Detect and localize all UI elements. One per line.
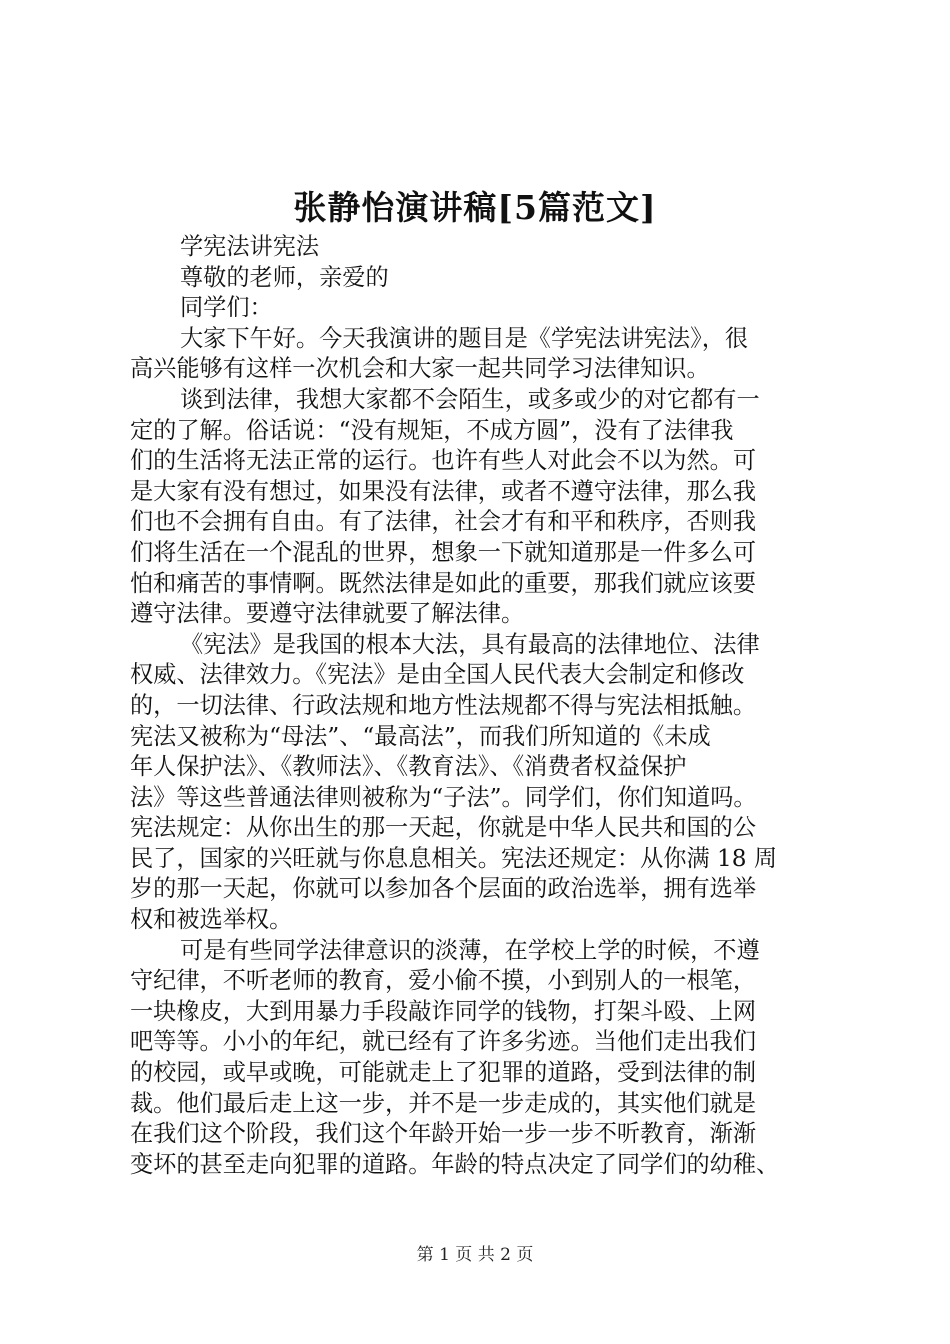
text-line: 民了，国家的兴旺就与你息息相关。宪法还规定：从你满 18 周 xyxy=(130,844,778,872)
text-line: 岁的那一天起，你就可以参加各个层面的政治选举，拥有选举 xyxy=(130,875,757,903)
text-line: 权威、法律效力。《宪法》是由全国人民代表大会制定和修改 xyxy=(130,661,745,689)
text-line: 宪法又被称为“母法”、“最高法”，而我们所知道的《未成 xyxy=(130,722,711,750)
document-body xyxy=(130,232,842,1180)
document-title: 张静怡演讲稿[5篇范文] xyxy=(293,188,657,227)
text-line: 怕和痛苦的事情啊。既然法律是如此的重要，那我们就应该要 xyxy=(130,569,757,597)
text-line: 的，一切法律、行政法规和地方性法规都不得与宪法相抵触。 xyxy=(130,691,757,719)
text-line: 们将生活在一个混乱的世界，想象一下就知道那是一件多么可 xyxy=(130,538,757,566)
text-line: 权和被选举权。 xyxy=(130,906,293,934)
text-line: 变坏的甚至走向犯罪的道路。年龄的特点决定了同学们的幼稚、 xyxy=(130,1150,780,1178)
text-line: 宪法规定：从你出生的那一天起，你就是中华人民共和国的公 xyxy=(130,814,757,842)
text-line: 《宪法》是我国的根本大法，具有最高的法律地位、法律 xyxy=(180,630,760,658)
text-line: 大家下午好。今天我演讲的题目是《学宪法讲宪法》，很 xyxy=(180,324,749,352)
text-line: 谈到法律，我想大家都不会陌生，或多或少的对它都有一 xyxy=(180,385,760,413)
page-footer: 第 1 页 共 2 页 xyxy=(416,1245,534,1265)
text-line: 同学们： xyxy=(180,294,273,322)
text-line: 在我们这个阶段，我们这个年龄开始一步一步不听教育，渐渐 xyxy=(130,1120,757,1148)
text-line: 守纪律，不听老师的教育，爱小偷不摸，小到别人的一根笔， xyxy=(130,967,757,995)
text-line: 们也不会拥有自由。有了法律，社会才有和平和秩序，否则我 xyxy=(130,508,757,536)
text-line: 尊敬的老师，亲爱的 xyxy=(180,263,389,291)
text-line: 学宪法讲宪法 xyxy=(180,233,320,260)
text-line: 法》等这些普通法律则被称为“子法”。同学们，你们知道吗。 xyxy=(130,783,757,811)
text-line: 定的了解。俗话说：“没有规矩，不成方圆”，没有了法律我 xyxy=(130,416,734,444)
text-line: 的校园，或早或晚，可能就走上了犯罪的道路，受到法律的制 xyxy=(130,1059,757,1087)
text-line: 年人保护法》、《教师法》、《教育法》、《消费者权益保护 xyxy=(130,753,687,781)
text-line: 高兴能够有这样一次机会和大家一起共同学习法律知识。 xyxy=(130,355,710,383)
text-line: 可是有些同学法律意识的淡薄，在学校上学的时候，不遵 xyxy=(180,936,760,964)
text-line: 是大家有没有想过，如果没有法律，或者不遵守法律，那么我 xyxy=(130,477,757,505)
text-line: 裁。他们最后走上这一步，并不是一步走成的，其实他们就是 xyxy=(130,1089,757,1117)
text-line: 吧等等。小小的年纪，就已经有了许多劣迹。当他们走出我们 xyxy=(130,1028,757,1056)
text-line: 们的生活将无法正常的运行。也许有些人对此会不以为然。可 xyxy=(130,447,757,475)
text-line: 遵守法律。要遵守法律就要了解法律。 xyxy=(130,600,525,628)
text-line: 一块橡皮，大到用暴力手段敲诈同学的钱物，打架斗殴、上网 xyxy=(130,997,757,1025)
